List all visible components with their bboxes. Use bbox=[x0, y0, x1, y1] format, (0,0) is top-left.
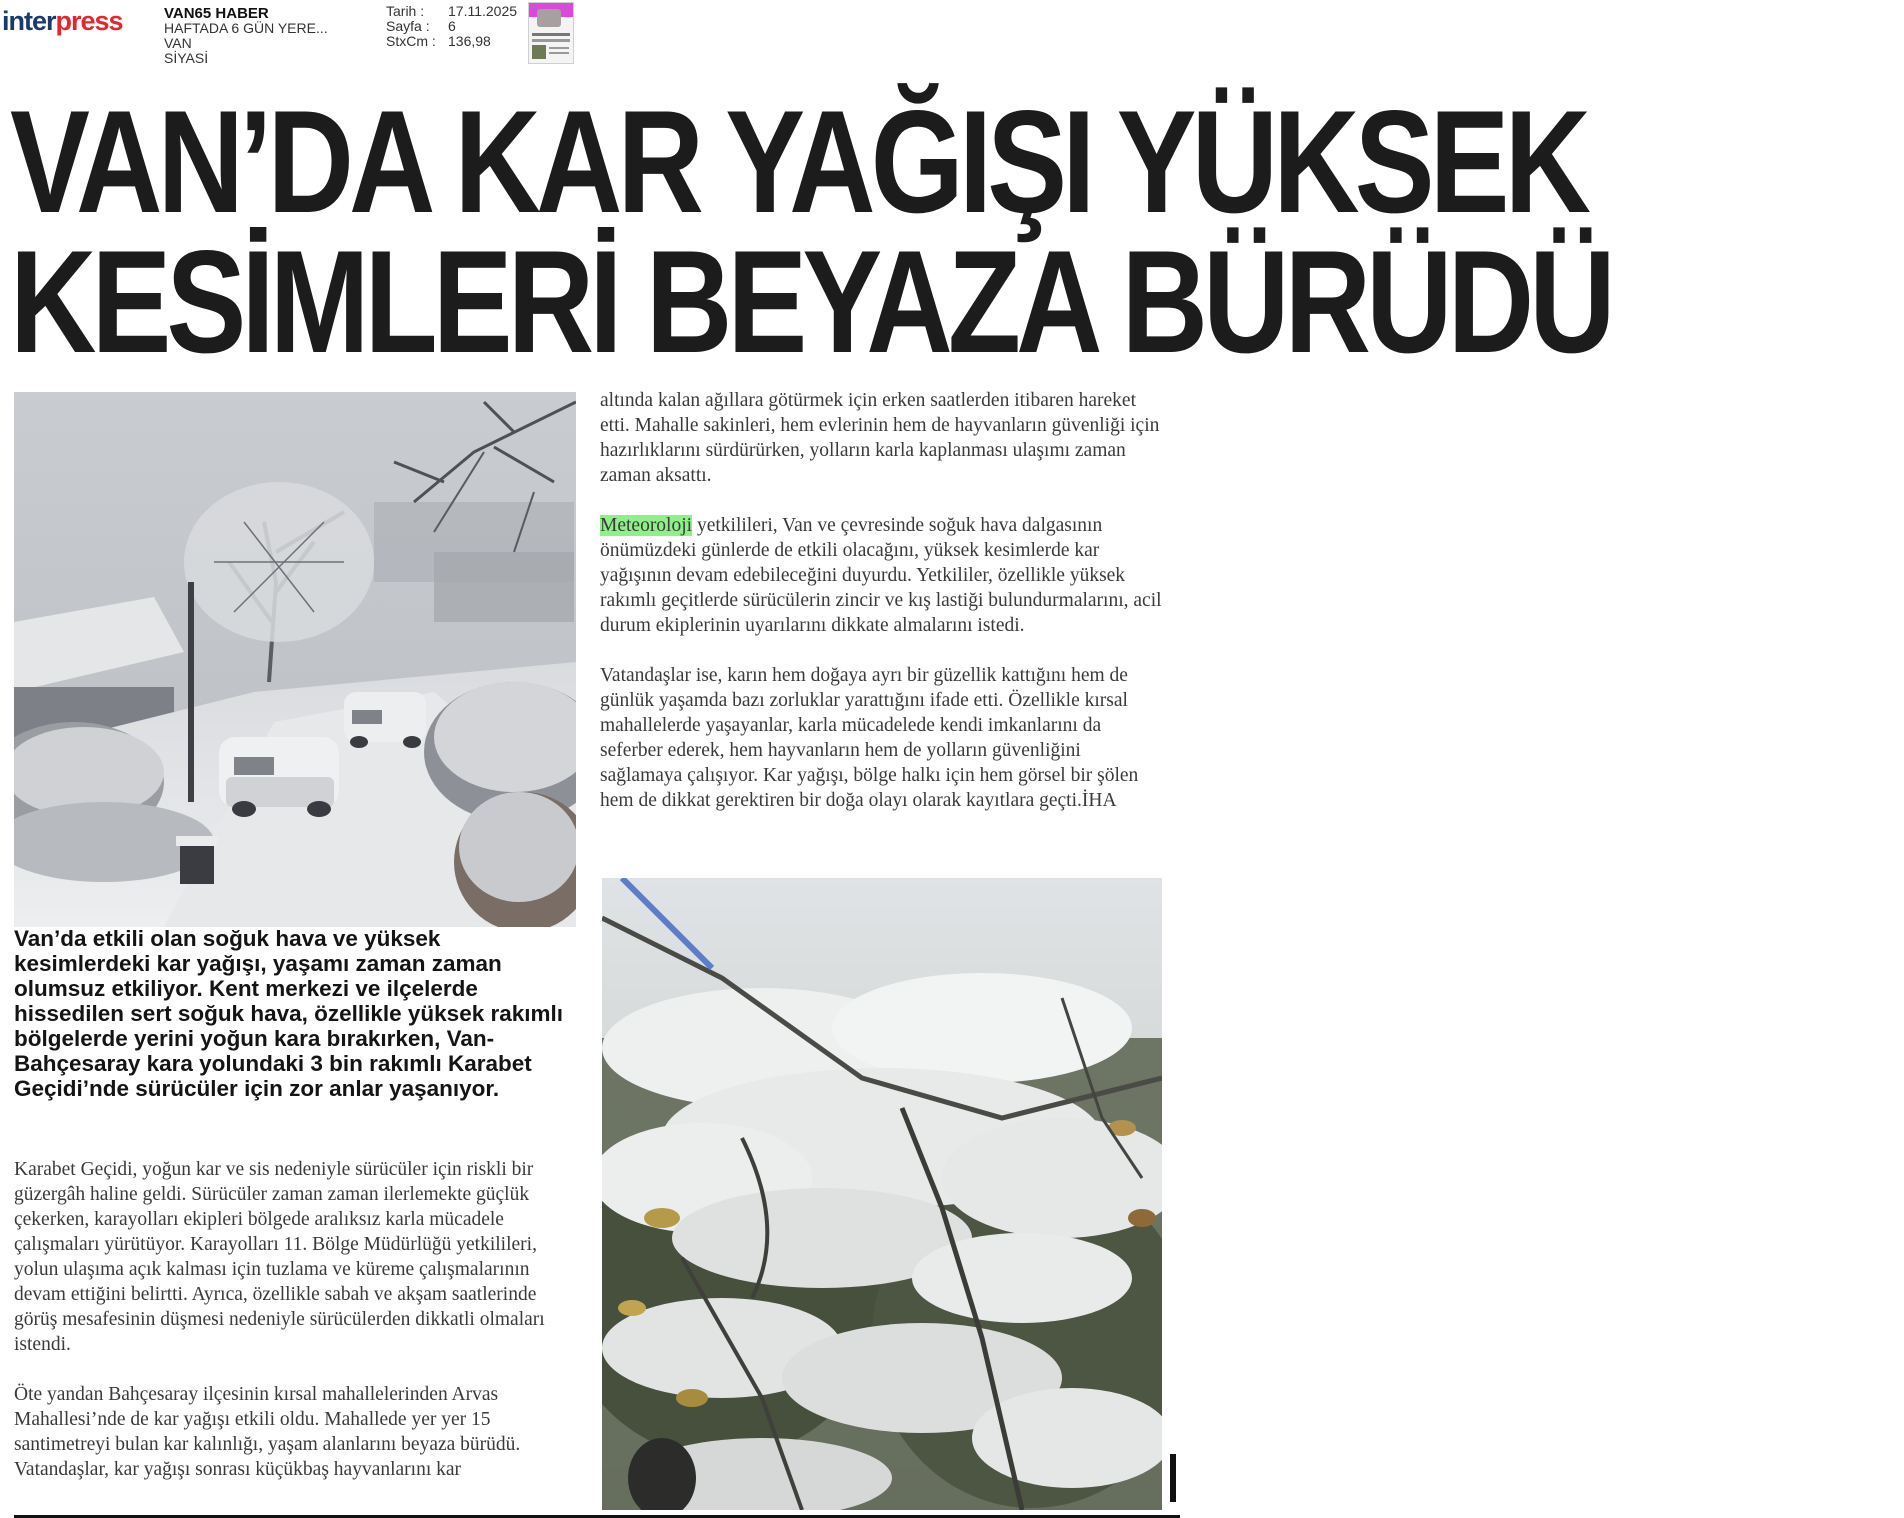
body-mid-paragraph-2 bbox=[600, 513, 1162, 638]
headline-line-1: VAN’DA KAR YAĞIŞI YÜKSEK bbox=[10, 80, 1587, 243]
body-mid-paragraph-1: altında kalan ağıllara götürmek için erken saatlerden itibaren hareket etti. Mahalle sakinleri, hem evlerinin hem de hayvanların güvenliği için hazırlıklarını sürdürürken, yolların karla kaplanması ulaşımı zaman zaman aksattı. bbox=[600, 390, 1160, 486]
publication-name: VAN65 HABER bbox=[164, 5, 269, 22]
area-label: StxCm : bbox=[386, 33, 436, 49]
page-value: 6 bbox=[448, 18, 456, 34]
page-thumbnail[interactable] bbox=[528, 2, 574, 64]
date-label: Tarih : bbox=[386, 3, 425, 19]
snowy-branches-photo bbox=[602, 878, 1162, 1510]
publication-info bbox=[164, 6, 364, 66]
body-left-paragraph-2: Öte yandan Bahçesaray ilçesinin kırsal mahallelerinden Arvas Mahallesi’nde de kar yağışı etkili oldu. Mahallede yer yer 15 santimetreyi bulan kar kalınlığı, yaşam alanlarını beyaza bürüdü. Vatandaşlar, kar yağışı sonrası küçükbaş hayvanlarını kar bbox=[14, 1384, 521, 1480]
article-headline bbox=[10, 80, 1890, 383]
interpress-logo bbox=[2, 6, 123, 36]
body-left-paragraph-1: Karabet Geçidi, yoğun kar ve sis nedeniyle sürücüler için riskli bir güzergâh haline geldi. Sürücüler zaman zaman ilerlemekte güçlük çekerken, karayolları ekipleri bölgede aralıksız karla mücadele çalışmaları yürütüyor. Karayolları 11. Bölge Müdürlüğü yetkilileri, yolun ulaşıma açık kalması için tuzlama ve küreme çalışmalarının devam ettiğini belirtti. Ayrıca, özellikle sabah ve akşam saatlerinde görüş mesafesinin düşmesi nedeniyle sürücülerden dikkatli olmaları istendi. bbox=[14, 1159, 545, 1355]
publication-frequency: HAFTADA 6 GÜN YERE... bbox=[164, 20, 328, 36]
highlighted-keyword: Meteoroloji bbox=[600, 515, 693, 536]
logo-inter-text: inter bbox=[2, 6, 56, 36]
clipping-meta-labels bbox=[386, 4, 446, 49]
page-label: Sayfa : bbox=[386, 18, 430, 34]
left-column-body bbox=[14, 1157, 574, 1507]
publication-category: SİYASİ bbox=[164, 50, 209, 66]
body-mid-paragraph-2-text: yetkilileri, Van ve çevresinde soğuk hava dalgasının önümüzdeki günlerde de etkili olacağını, yüksek kesimlerde kar yağışının devam edebileceğini duyurdu. Yetkililer, özellikle yüksek rakımlı geçitlerde sürücülerin zincir ve kış lastiği bulundurmalarını, acil durum ekiplerinin uyarılarını dikkate almalarını istedi. bbox=[600, 515, 1162, 636]
headline-line-2: KESİMLERİ BEYAZA BÜRÜDÜ bbox=[10, 220, 1611, 383]
article-lead: Van’da etkili olan soğuk hava ve yüksek kesimlerdeki kar yağışı, yaşamı zaman zaman olumsuz etkiliyor. Kent merkezi ve ilçelerde hissedilen sert soğuk hava, özellikle yüksek rakımlı bölgelerde yerini yoğun kara bırakırken, Van-Bahçesaray kara yolundaki 3 bin rakımlı Karabet Geçidi’nde sürücüler için zor anlar yaşanıyor. bbox=[14, 926, 564, 1101]
middle-column-body bbox=[600, 388, 1162, 838]
body-mid-paragraph-3: Vatandaşlar ise, karın hem doğaya ayrı bir güzellik kattığını hem de günlük yaşamda bazı zorluklar yarattığını ifade etti. Özellikle kırsal mahallelerde yaşayanlar, karla mücadelede kendi imkanlarını da seferber ederek, hem hayvanların hem de yolların güvenliğini sağlamaya çalışıyor. Kar yağışı, bölge halkı için hem görsel bir şölen hem de dikkat gerektiren bir doğa olayı olarak kayıtlara geçti.İHA bbox=[600, 665, 1139, 811]
logo-press-text: press bbox=[55, 6, 123, 36]
article-end-mark bbox=[1170, 1454, 1176, 1502]
clipping-meta-values bbox=[448, 4, 528, 49]
area-value: 136,98 bbox=[448, 33, 491, 49]
snowy-street-photo bbox=[14, 392, 576, 927]
publication-city: VAN bbox=[164, 35, 192, 51]
date-value: 17.11.2025 bbox=[448, 3, 518, 19]
